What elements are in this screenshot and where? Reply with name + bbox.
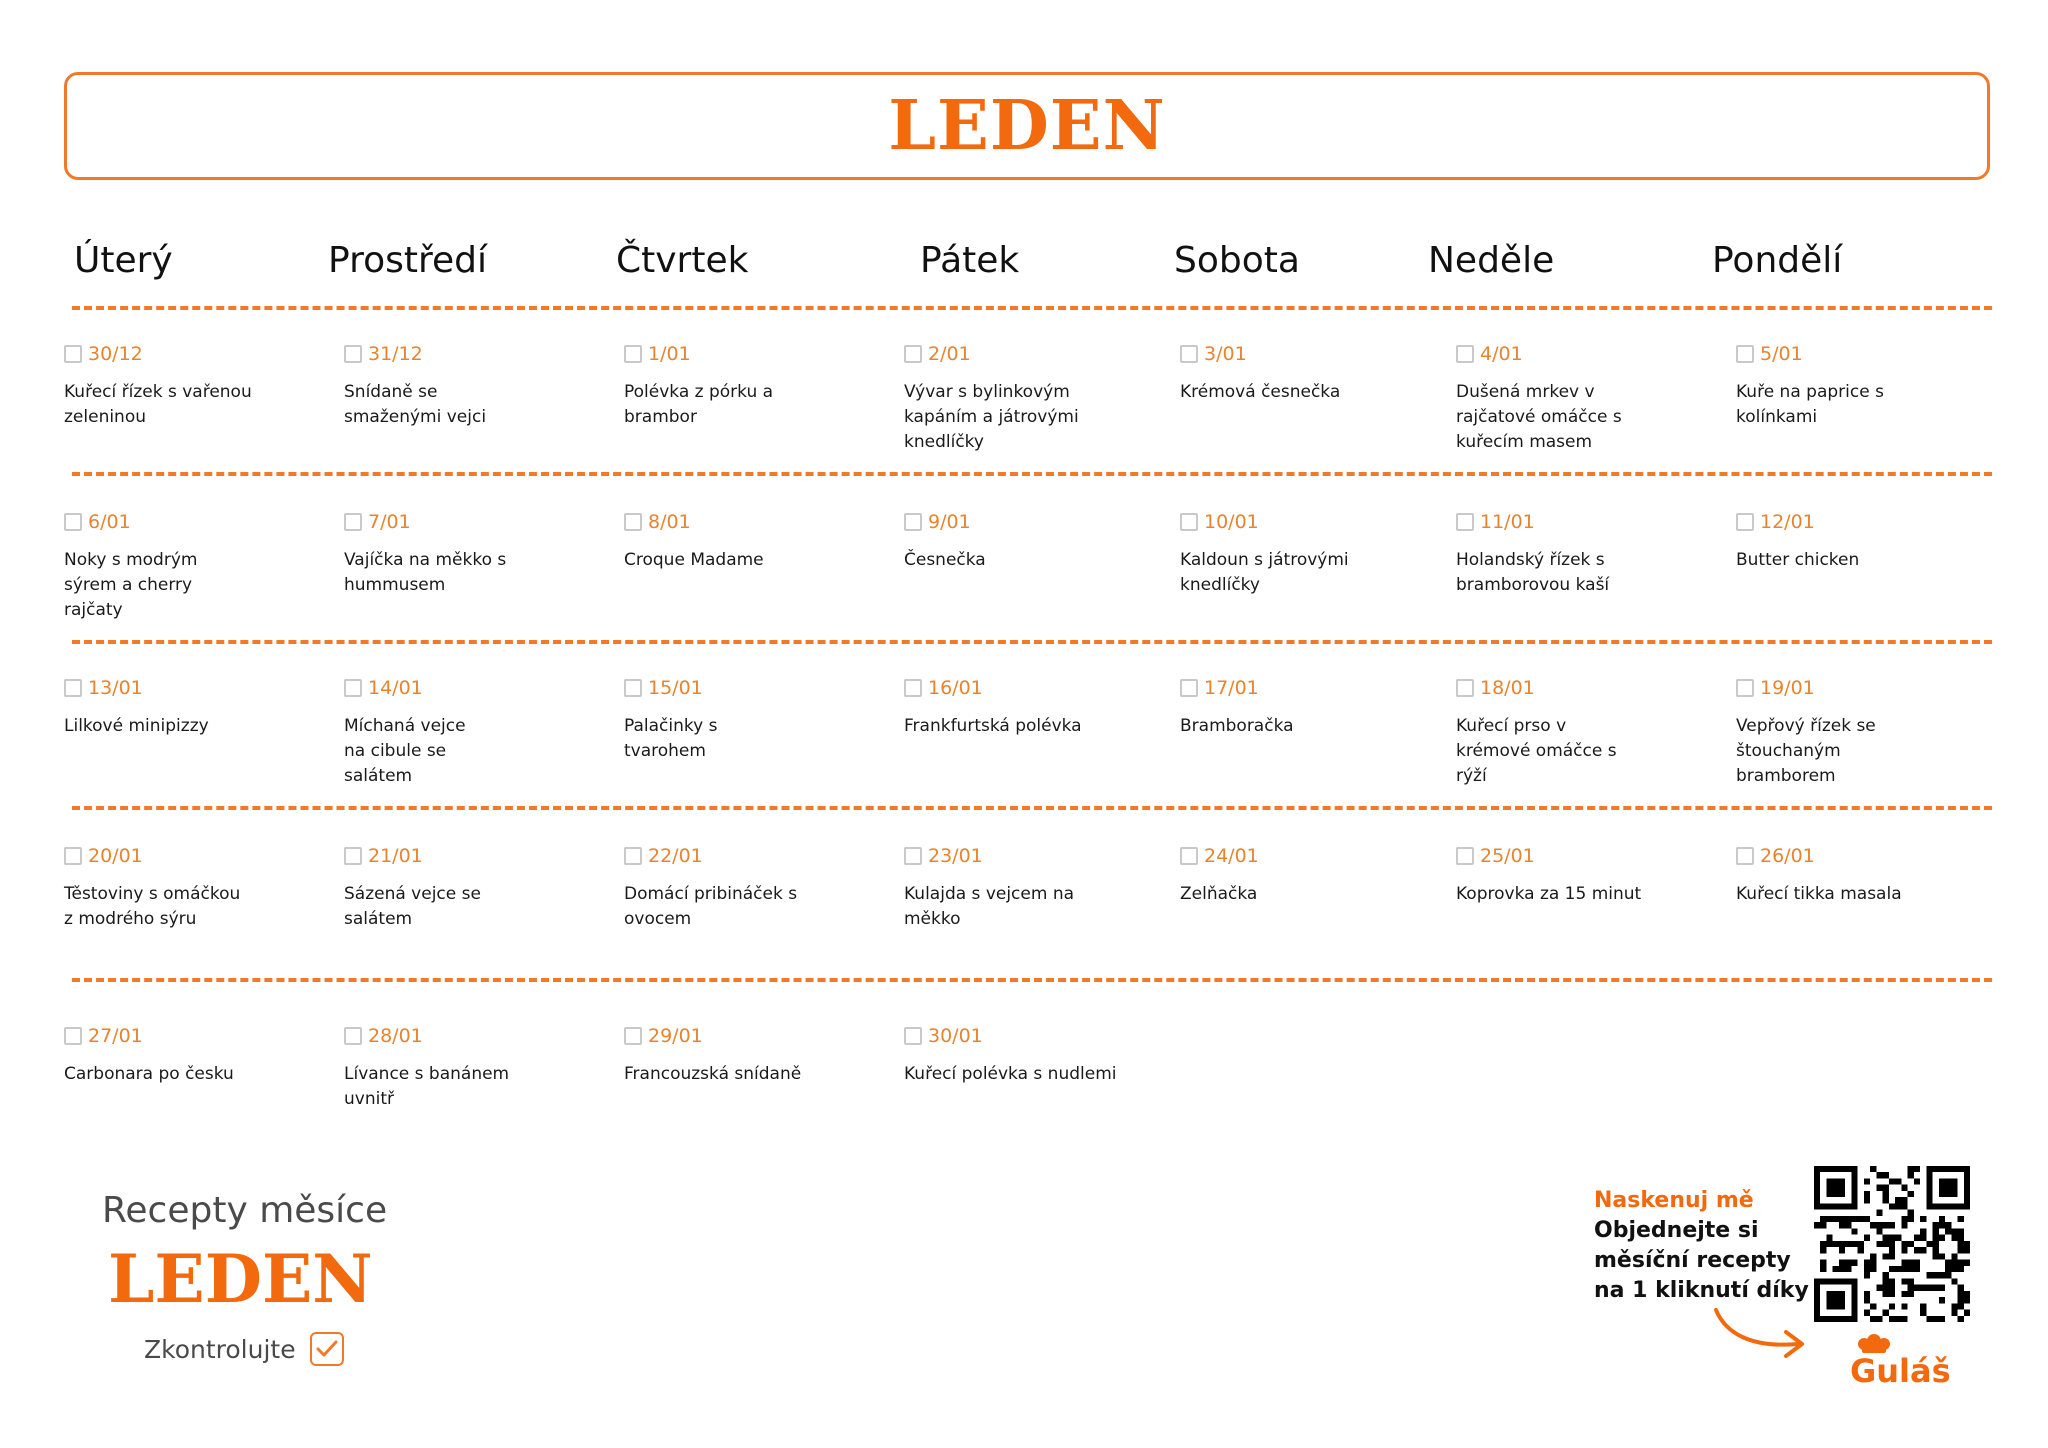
meal-name: Lilkové minipizzy <box>64 716 209 736</box>
day-date: 10/01 <box>1204 511 1259 533</box>
meal-name: Holandský řízek s bramborovou kaší <box>1456 550 1610 595</box>
day-cell <box>1736 842 2006 907</box>
divider-line <box>72 806 1992 810</box>
divider-line <box>72 640 1992 644</box>
footer-month: LEDEN <box>108 1240 373 1318</box>
meal-name: Kuře na paprice s kolínkami <box>1736 382 1884 427</box>
day-checkbox[interactable] <box>904 847 922 865</box>
footer-subtitle: Recepty měsíce <box>102 1190 388 1231</box>
divider-line <box>72 978 1992 982</box>
day-cell <box>344 340 614 430</box>
day-header-1: Úterý <box>74 240 173 281</box>
meal-name: Dušená mrkev v rajčatové omáčce s kuřecím masem <box>1456 382 1622 452</box>
meal-name: Bramboračka <box>1180 716 1294 736</box>
meal-name: Lívance s banánem uvnitř <box>344 1064 510 1109</box>
divider-line <box>72 306 1992 310</box>
checkmark-icon <box>316 1340 338 1358</box>
day-date: 23/01 <box>928 845 983 867</box>
day-checkbox[interactable] <box>344 1027 362 1045</box>
day-cell-head <box>1456 508 1726 536</box>
day-cell <box>1180 340 1450 405</box>
day-date: 22/01 <box>648 845 703 867</box>
day-date: 19/01 <box>1760 677 1815 699</box>
day-checkbox[interactable] <box>64 1027 82 1045</box>
day-checkbox[interactable] <box>624 1027 642 1045</box>
meal-name: Butter chicken <box>1736 550 1860 570</box>
day-cell <box>64 508 334 623</box>
day-cell <box>344 1022 614 1112</box>
day-checkbox[interactable] <box>904 345 922 363</box>
day-cell <box>1736 674 2006 789</box>
day-date: 4/01 <box>1480 343 1523 365</box>
day-date: 20/01 <box>88 845 143 867</box>
day-checkbox[interactable] <box>624 847 642 865</box>
day-cell-head <box>1180 508 1450 536</box>
day-cell <box>624 674 894 764</box>
day-date: 13/01 <box>88 677 143 699</box>
meal-name: Krémová česnečka <box>1180 382 1341 402</box>
day-date: 9/01 <box>928 511 971 533</box>
day-checkbox[interactable] <box>1180 345 1198 363</box>
day-header-7: Pondělí <box>1712 240 1843 281</box>
day-cell-head <box>1736 674 2006 702</box>
day-checkbox[interactable] <box>344 345 362 363</box>
day-header-3: Čtvrtek <box>616 240 749 281</box>
day-checkbox[interactable] <box>1736 679 1754 697</box>
promo-text: Objednejte si měsíční recepty na 1 kliknutí díky <box>1594 1218 1809 1303</box>
day-date: 30/12 <box>88 343 143 365</box>
day-cell-head <box>344 674 614 702</box>
day-checkbox[interactable] <box>1456 513 1474 531</box>
day-cell <box>1456 340 1726 455</box>
meal-name: Zelňačka <box>1180 884 1258 904</box>
day-date: 16/01 <box>928 677 983 699</box>
meal-name: Míchaná vejce na cibule se salátem <box>344 716 466 786</box>
day-header-4: Pátek <box>920 240 1020 281</box>
day-checkbox[interactable] <box>64 513 82 531</box>
day-checkbox[interactable] <box>64 679 82 697</box>
day-header-5: Sobota <box>1174 240 1300 281</box>
day-checkbox[interactable] <box>344 513 362 531</box>
day-checkbox[interactable] <box>624 679 642 697</box>
day-checkbox[interactable] <box>1180 513 1198 531</box>
day-header-2: Prostředí <box>328 240 487 281</box>
meal-name: Kuřecí tikka masala <box>1736 884 1902 904</box>
meal-name: Kuřecí polévka s nudlemi <box>904 1064 1117 1084</box>
day-checkbox[interactable] <box>904 513 922 531</box>
day-cell-head <box>624 842 894 870</box>
day-cell <box>624 1022 894 1087</box>
day-date: 30/01 <box>928 1025 983 1047</box>
divider-line <box>72 472 1992 476</box>
day-cell-head <box>624 340 894 368</box>
meal-name: Kaldoun s játrovými knedlíčky <box>1180 550 1349 595</box>
day-cell <box>1736 508 2006 573</box>
day-date: 25/01 <box>1480 845 1535 867</box>
day-cell <box>1736 340 2006 430</box>
meal-name: Vajíčka na měkko s hummusem <box>344 550 507 595</box>
meal-name: Carbonara po česku <box>64 1064 234 1084</box>
day-date: 5/01 <box>1760 343 1803 365</box>
day-checkbox[interactable] <box>1456 847 1474 865</box>
day-cell <box>1180 508 1450 598</box>
meal-name: Těstoviny s omáčkou z modrého sýru <box>64 884 241 929</box>
meal-name: Sázená vejce se salátem <box>344 884 481 929</box>
day-checkbox[interactable] <box>1736 847 1754 865</box>
meal-name: Frankfurtská polévka <box>904 716 1082 736</box>
day-cell <box>904 340 1174 455</box>
day-cell-head <box>1736 340 2006 368</box>
meal-name: Noky s modrým sýrem a cherry rajčaty <box>64 550 198 620</box>
brand-logo <box>1844 1334 1974 1394</box>
day-cell-head <box>64 674 334 702</box>
day-cell-head <box>1180 340 1450 368</box>
day-cell <box>1456 674 1726 789</box>
day-date: 31/12 <box>368 343 423 365</box>
day-date: 6/01 <box>88 511 131 533</box>
day-checkbox[interactable] <box>624 513 642 531</box>
meal-name: Francouzská snídaně <box>624 1064 802 1084</box>
day-cell <box>904 842 1174 932</box>
day-checkbox[interactable] <box>904 679 922 697</box>
day-checkbox[interactable] <box>1180 679 1198 697</box>
day-cell <box>344 842 614 932</box>
day-cell <box>64 842 334 932</box>
month-title: LEDEN <box>888 86 1166 166</box>
day-date: 21/01 <box>368 845 423 867</box>
day-date: 28/01 <box>368 1025 423 1047</box>
day-cell-head <box>1736 508 2006 536</box>
day-cell <box>1180 674 1450 739</box>
day-date: 11/01 <box>1480 511 1535 533</box>
day-checkbox[interactable] <box>624 345 642 363</box>
day-cell-head <box>64 1022 334 1050</box>
day-cell-head <box>904 1022 1174 1050</box>
day-cell <box>64 1022 334 1087</box>
day-cell-head <box>624 508 894 536</box>
meal-name: Česnečka <box>904 550 986 570</box>
day-cell-head <box>904 842 1174 870</box>
day-date: 12/01 <box>1760 511 1815 533</box>
day-cell <box>1456 842 1726 907</box>
day-date: 1/01 <box>648 343 691 365</box>
day-cell <box>344 508 614 598</box>
day-cell-head <box>344 508 614 536</box>
meal-name: Koprovka za 15 minut <box>1456 884 1642 904</box>
day-date: 26/01 <box>1760 845 1815 867</box>
day-checkbox[interactable] <box>64 345 82 363</box>
day-cell-head <box>624 674 894 702</box>
day-cell-head <box>904 508 1174 536</box>
day-date: 3/01 <box>1204 343 1247 365</box>
day-cell-head <box>1180 674 1450 702</box>
day-checkbox[interactable] <box>1456 345 1474 363</box>
day-checkbox[interactable] <box>1180 847 1198 865</box>
day-cell-head <box>64 842 334 870</box>
day-cell-head <box>1180 842 1450 870</box>
day-date: 2/01 <box>928 343 971 365</box>
day-cell <box>904 1022 1174 1087</box>
day-cell <box>1456 508 1726 598</box>
day-checkbox[interactable] <box>904 1027 922 1045</box>
meal-name: Snídaně se smaženými vejci <box>344 382 487 427</box>
month-title-box <box>64 72 1990 180</box>
day-cell <box>1180 842 1450 907</box>
day-date: 29/01 <box>648 1025 703 1047</box>
day-cell <box>624 340 894 430</box>
day-cell <box>344 674 614 789</box>
day-cell <box>64 674 334 739</box>
day-checkbox[interactable] <box>64 847 82 865</box>
day-cell-head <box>1456 842 1726 870</box>
day-cell-head <box>1736 842 2006 870</box>
day-date: 7/01 <box>368 511 411 533</box>
arrow-icon <box>1712 1304 1812 1364</box>
chef-hat-icon <box>1844 1334 1974 1390</box>
day-cell-head <box>64 508 334 536</box>
day-date: 15/01 <box>648 677 703 699</box>
day-cell-head <box>1456 674 1726 702</box>
day-cell <box>64 340 334 430</box>
footer-check-row <box>144 1332 344 1366</box>
footer-check-label: Zkontrolujte <box>144 1334 296 1364</box>
meal-name: Kuřecí prso v krémové omáčce s rýží <box>1456 716 1617 786</box>
footer-checkbox[interactable] <box>310 1332 344 1366</box>
day-cell <box>624 842 894 932</box>
day-cell <box>624 508 894 573</box>
day-checkbox[interactable] <box>344 847 362 865</box>
day-cell-head <box>904 340 1174 368</box>
day-checkbox[interactable] <box>1736 345 1754 363</box>
brand-name: Guláš <box>1850 1352 1951 1390</box>
qr-code-icon[interactable] <box>1814 1166 1970 1322</box>
meal-name: Croque Madame <box>624 550 764 570</box>
day-cell-head <box>344 340 614 368</box>
day-cell-head <box>624 1022 894 1050</box>
day-date: 27/01 <box>88 1025 143 1047</box>
meal-name: Kulajda s vejcem na měkko <box>904 884 1075 929</box>
day-checkbox[interactable] <box>344 679 362 697</box>
day-date: 14/01 <box>368 677 423 699</box>
promo-box <box>1594 1186 1814 1306</box>
promo-title: Naskenuj mě <box>1594 1188 1754 1213</box>
day-cell-head <box>1456 340 1726 368</box>
meal-name: Polévka z pórku a brambor <box>624 382 774 427</box>
day-date: 17/01 <box>1204 677 1259 699</box>
meal-name: Vývar s bylinkovým kapáním a játrovými knedlíčky <box>904 382 1079 452</box>
day-cell <box>904 674 1174 739</box>
day-checkbox[interactable] <box>1736 513 1754 531</box>
day-header-6: Neděle <box>1428 240 1555 281</box>
meal-name: Vepřový řízek se štouchaným bramborem <box>1736 716 1876 786</box>
day-date: 24/01 <box>1204 845 1259 867</box>
day-date: 18/01 <box>1480 677 1535 699</box>
day-cell-head <box>344 842 614 870</box>
meal-name: Kuřecí řízek s vařenou zeleninou <box>64 382 252 427</box>
day-date: 8/01 <box>648 511 691 533</box>
day-cell-head <box>64 340 334 368</box>
meal-name: Palačinky s tvarohem <box>624 716 718 761</box>
day-cell <box>904 508 1174 573</box>
day-checkbox[interactable] <box>1456 679 1474 697</box>
day-cell-head <box>344 1022 614 1050</box>
day-cell-head <box>904 674 1174 702</box>
meal-name: Domácí pribináček s ovocem <box>624 884 798 929</box>
